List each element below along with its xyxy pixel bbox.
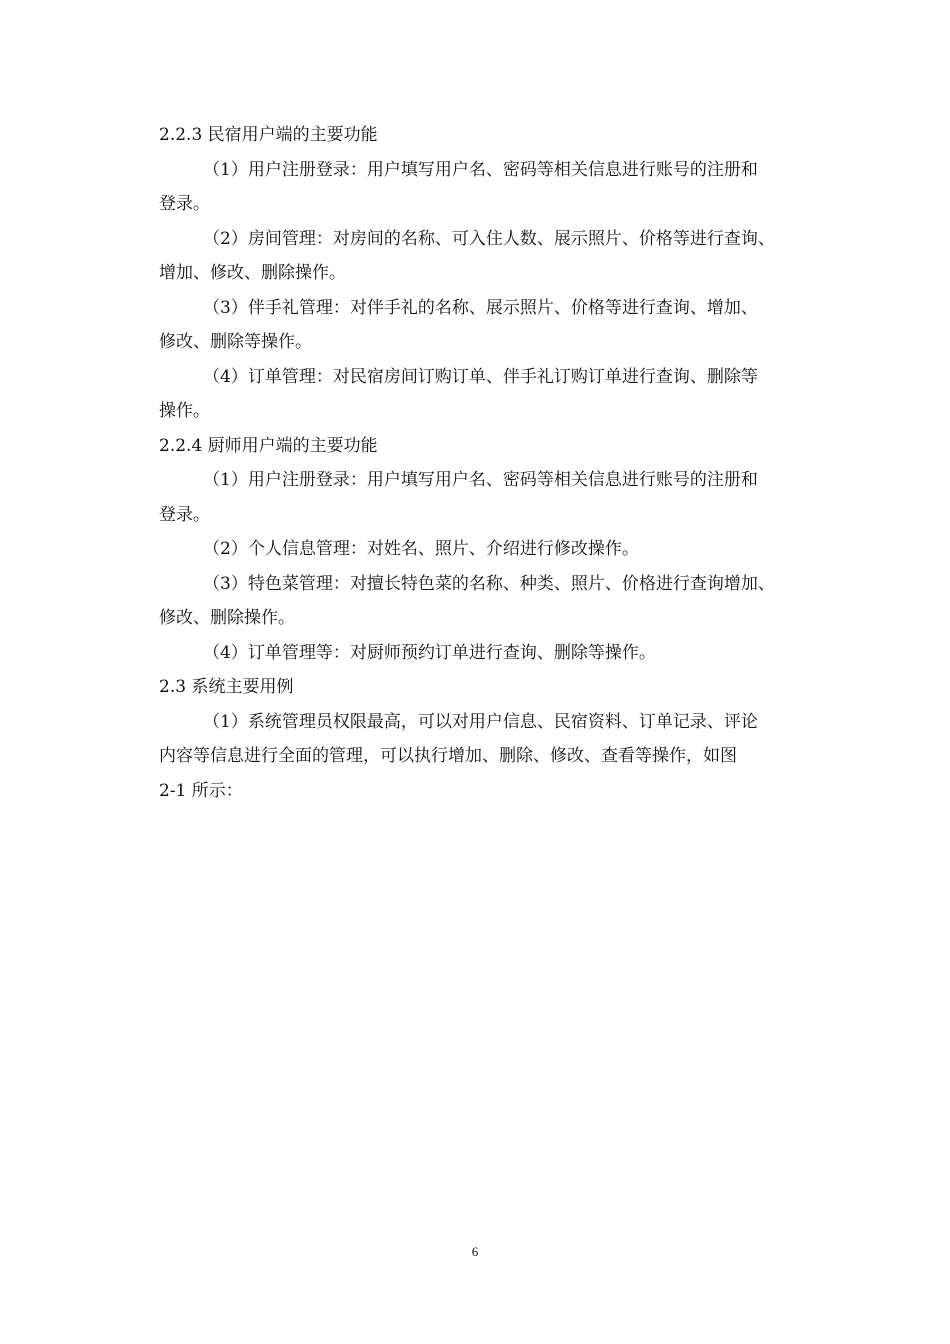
paragraph-line: 修改、删除等操作。 (159, 332, 312, 352)
page-body (159, 118, 839, 808)
paragraph-line: 登录。 (159, 504, 210, 525)
paragraph-line: 操作。 (159, 401, 210, 421)
page-number: 6 (471, 1244, 479, 1259)
paragraph-line: 增加、修改、删除操作。 (159, 263, 346, 283)
paragraph-line: （3）伴手礼管理：对伴手礼的名称、展示照片、价格等进行查询、增加、 (203, 297, 758, 318)
paragraph-line: 内容等信息进行全面的管理，可以执行增加、删除、修改、查看等操作，如图 (159, 746, 737, 766)
paragraph-line: （1）用户注册登录：用户填写用户名、密码等相关信息进行账号的注册和 (203, 470, 758, 490)
section-heading-2-2-4: 2.2.4 厨师用户端的主要功能 (159, 435, 378, 456)
paragraph-line: （2）房间管理：对房间的名称、可入住人数、展示照片、价格等进行查询、 (203, 228, 775, 249)
paragraph-line: （1）用户注册登录：用户填写用户名、密码等相关信息进行账号的注册和 (203, 159, 758, 180)
paragraph-line: 2-1 所示： (159, 780, 243, 801)
paragraph-line: （3）特色菜管理：对擅长特色菜的名称、种类、照片、价格进行查询增加、 (203, 573, 775, 594)
paragraph-line: 修改、删除操作。 (159, 608, 295, 628)
section-heading-2-2-3: 2.2.3 民宿用户端的主要功能 (159, 125, 378, 145)
paragraph-line: （1）系统管理员权限最高，可以对用户信息、民宿资料、订单记录、评论 (203, 711, 758, 732)
paragraph-line: 登录。 (159, 194, 210, 214)
paragraph-line: （4）订单管理：对民宿房间订购订单、伴手礼订购订单进行查询、删除等 (203, 366, 758, 387)
paragraph-line: （4）订单管理等：对厨师预约订单进行查询、删除等操作。 (203, 642, 656, 663)
section-heading-2-3: 2.3 系统主要用例 (159, 677, 294, 697)
paragraph-line: （2）个人信息管理：对姓名、照片、介绍进行修改操作。 (203, 539, 639, 559)
